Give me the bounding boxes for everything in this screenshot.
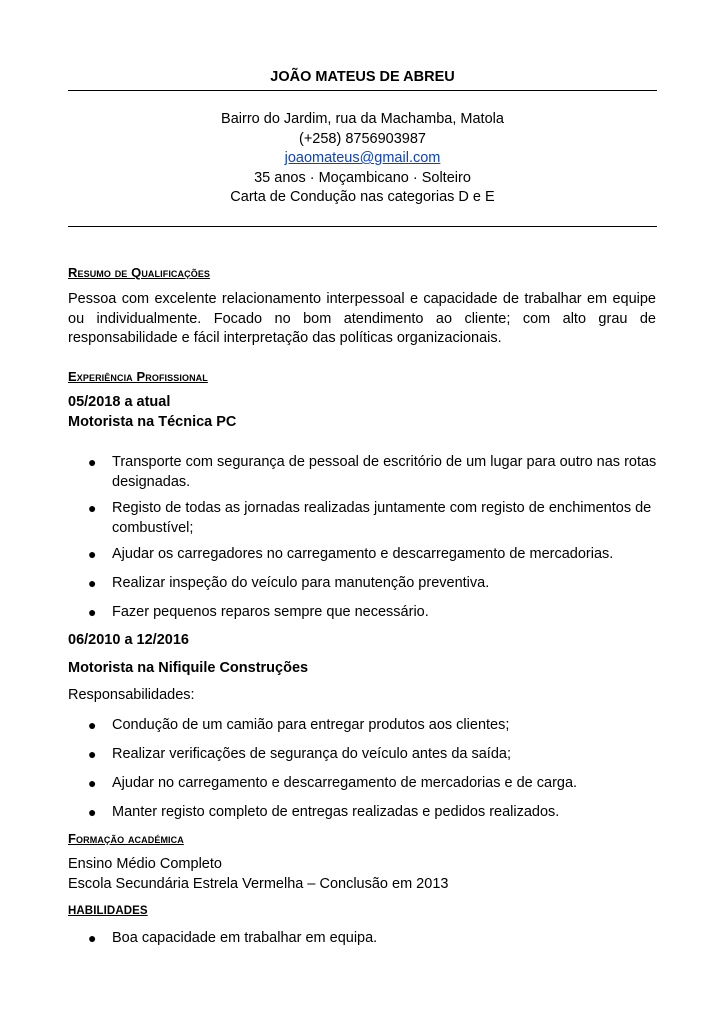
bullet-icon: ●	[88, 604, 97, 620]
bullet-icon: ●	[88, 575, 97, 591]
list-item: ● Manter registo completo de entregas realizadas e pedidos realizados.	[68, 803, 658, 823]
bullet-icon: ●	[88, 717, 97, 733]
personal-info: 35 anos · Moçambicano · Solteiro	[254, 169, 471, 186]
list-item: ● Ajudar no carregamento e descarregamento de mercadorias e de carga.	[68, 774, 658, 794]
section-title-summary: Resumo de Qualificações	[68, 265, 211, 280]
list-item: ● Realizar inspeção do veículo para manutenção preventiva.	[68, 574, 658, 594]
bullet-icon: ●	[88, 775, 97, 791]
bullet-icon: ●	[88, 746, 97, 762]
list-item: ● Transporte com segurança de pessoal de escritório de um lugar para outro nas rotas designadas.	[88, 454, 657, 490]
section-title-education: Formação académica	[68, 831, 184, 846]
bullet-icon: ●	[88, 546, 97, 562]
driving-license: Carta de Condução nas categorias D e E	[230, 189, 495, 205]
education-line: Escola Secundária Estrela Vermelha – Conclusão em 2013	[68, 876, 449, 892]
address: Bairro do Jardim, rua da Machamba, Matola	[221, 111, 504, 127]
contact-block	[68, 110, 657, 208]
header-top-rule	[68, 90, 657, 91]
list-item: ● Condução de um camião para entregar produtos aos clientes;	[68, 716, 658, 736]
list-item: ● Realizar verificações de segurança do veículo antes da saída;	[68, 745, 658, 765]
section-title-skills: HABILIDADES	[68, 905, 148, 917]
phone: (+258) 8756903987	[299, 130, 426, 147]
job-1-role: Motorista na Técnica PC	[68, 414, 237, 430]
job-2-intro: Responsabilidades:	[68, 687, 195, 703]
list-item: ● Boa capacidade em trabalhar em equipa.	[68, 929, 658, 949]
header-bottom-rule	[68, 226, 657, 227]
bullet-icon: ●	[88, 454, 97, 470]
email-link[interactable]: joaomateus@gmail.com	[284, 150, 441, 166]
list-item: ● Registo de todas as jornadas realizadas juntamente com registo de enchimentos de combustível;	[88, 500, 652, 536]
section-title-experience: Experiência Profissional	[68, 369, 208, 384]
list-item: ● Fazer pequenos reparos sempre que necessário.	[68, 603, 658, 623]
candidate-name: JOÃO MATEUS DE ABREU	[270, 69, 455, 85]
bullet-icon: ●	[88, 804, 97, 820]
job-2-period: 06/2010 a 12/2016	[68, 632, 189, 648]
list-item: ● Ajudar os carregadores no carregamento e descarregamento de mercadorias.	[68, 545, 658, 565]
education-line: Ensino Médio Completo	[68, 856, 222, 872]
job-2-role: Motorista na Nifiquile Construções	[68, 660, 309, 676]
bullet-icon: ●	[88, 500, 97, 516]
bullet-icon: ●	[88, 930, 97, 946]
job-1-period: 05/2018 a atual	[68, 394, 171, 410]
summary-text: Pessoa com excelente relacionamento interpessoal e capacidade de trabalhar em equipe ou individualmente. Focado no bom atendimento ao cliente; com alto grau de responsabilidade e fácil interpretação das políticas organizacionais.	[68, 291, 656, 346]
